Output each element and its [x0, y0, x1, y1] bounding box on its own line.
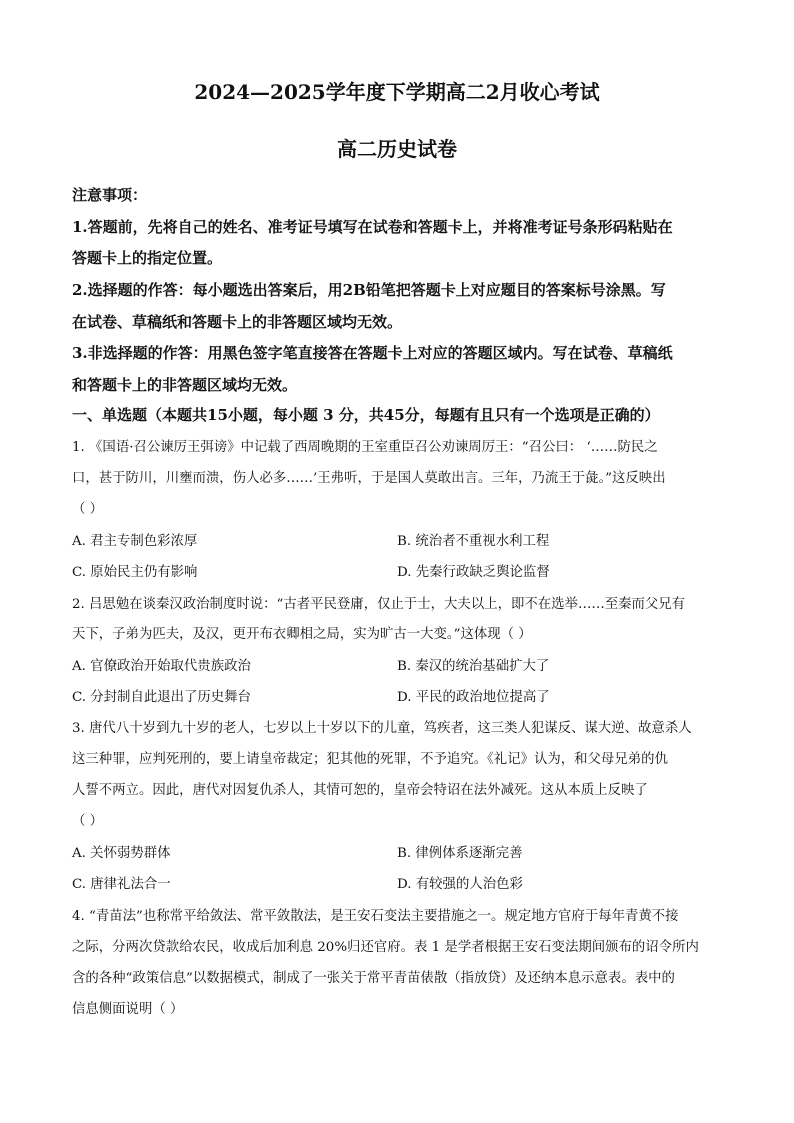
question-1-option-a[interactable]: A. 君主专制色彩浓厚 — [72, 534, 198, 549]
notice-heading: 注意事项： — [72, 186, 148, 204]
question-2-option-d[interactable]: D. 平民的政治地位提高了 — [397, 690, 550, 705]
question-2-option-c[interactable]: C. 分封制自此退出了历史舞台 — [72, 690, 251, 705]
question-1-option-d[interactable]: D. 先秦行政缺乏舆论监督 — [397, 565, 550, 580]
question-3-option-a[interactable]: A. 关怀弱势群体 — [72, 846, 171, 861]
exam-subtitle: 高二历史试卷 — [337, 137, 457, 161]
notice-line: 3.非选择题的作答：用黑色签字笔直接答在答题卡上对应的答题区域内。写在试卷、草稿纸 — [72, 344, 673, 362]
notice-line: 在试卷、草稿纸和答题卡上的非答题区域均无效。 — [72, 313, 403, 331]
notice-line: 和答题卡上的非答题区域均无效。 — [72, 376, 298, 394]
question-1-option-b[interactable]: B. 统治者不重视水利工程 — [397, 534, 550, 549]
question-3-option-d[interactable]: D. 有较强的人治色彩 — [397, 877, 523, 892]
notice-line: 1.答题前，先将自己的姓名、准考证号填写在试卷和答题卡上，并将准考证号条形码粘贴在 — [72, 218, 673, 236]
question-2-option-b[interactable]: B. 秦汉的统治基础扩大了 — [397, 659, 550, 674]
question-3-option-c[interactable]: C. 唐律礼法合一 — [72, 877, 171, 892]
section-heading: 一、单选题（本题共15小题，每小题 3 分，共45分，每题有且只有一个选项是正确的） — [72, 406, 660, 424]
notice-line: 2.选择题的作答：每小题选出答案后，用2B铅笔把答题卡上对应题目的答案标号涂黑。写 — [72, 281, 666, 299]
exam-title: 2024—2025学年度下学期高二2月收心考试 — [194, 80, 600, 104]
notice-line: 答题卡上的指定位置。 — [72, 249, 223, 267]
question-2-option-a[interactable]: A. 官僚政治开始取代贵族政治 — [72, 659, 251, 674]
question-1-option-c[interactable]: C. 原始民主仍有影响 — [72, 565, 198, 580]
question-3-option-b[interactable]: B. 律例体系逐渐完善 — [397, 846, 523, 861]
